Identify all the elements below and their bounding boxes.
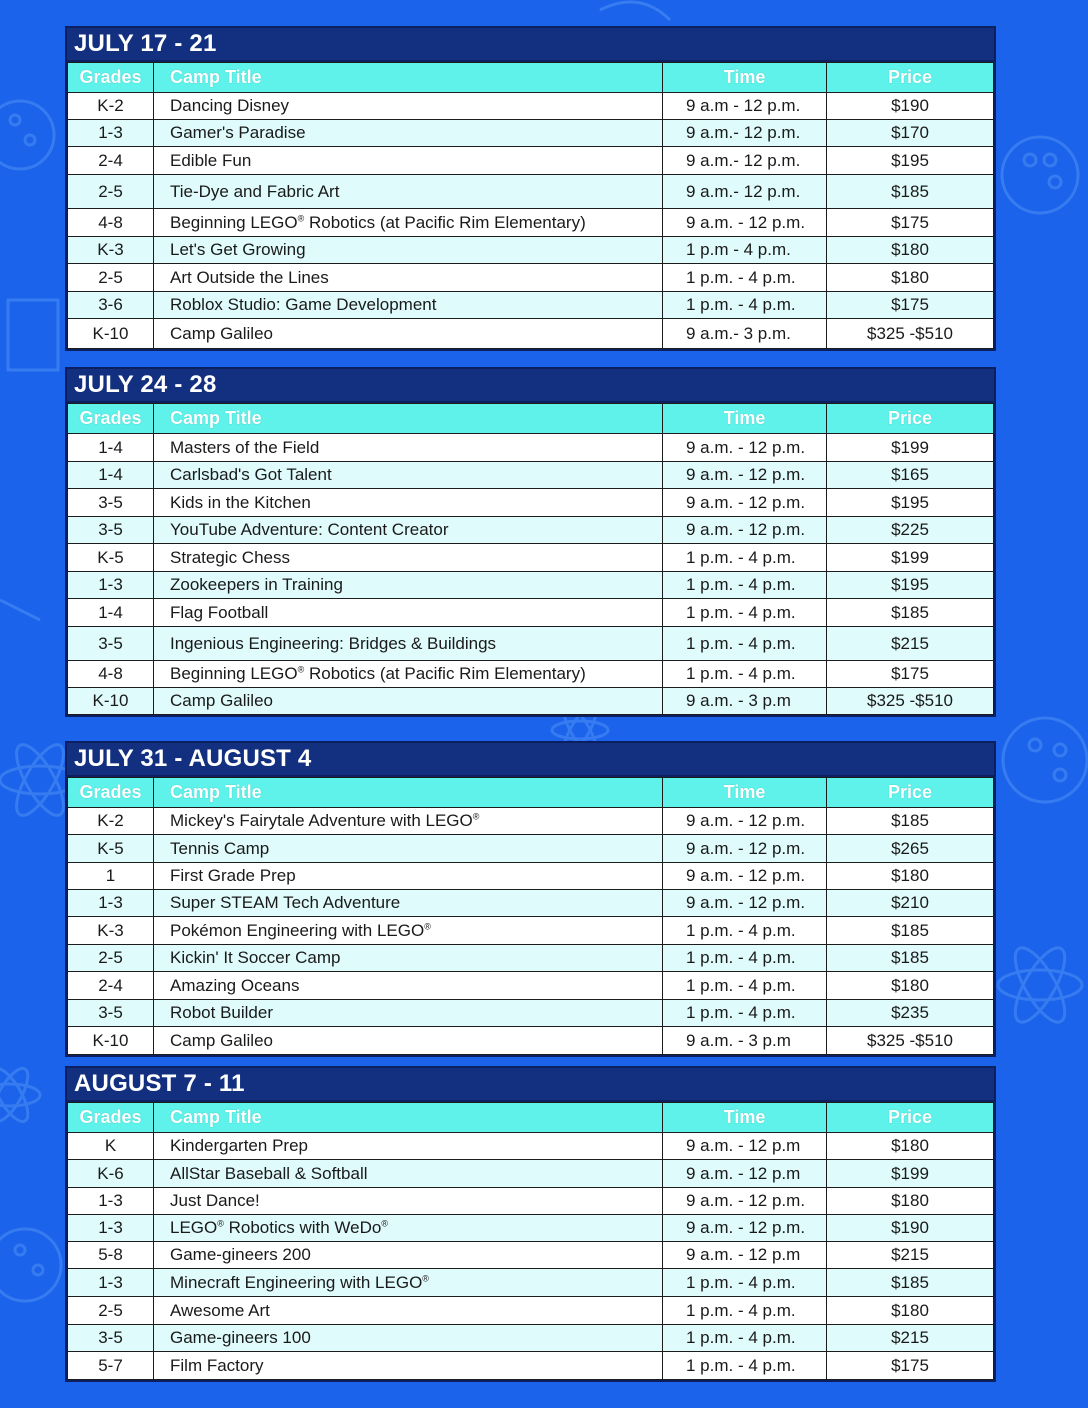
week-section-4 [65, 1066, 996, 1382]
camp-title-cell: Let's Get Growing [154, 237, 663, 264]
camp-title-cell: Mickey's Fairytale Adventure with LEGO® [154, 808, 663, 835]
grades-cell: K-5 [68, 835, 154, 863]
camp-title-cell: Strategic Chess [154, 544, 663, 572]
grades-cell: K-5 [68, 544, 154, 572]
time-cell: 9 a.m. - 12 p.m. [663, 434, 827, 462]
grades-cell: K-10 [68, 688, 154, 715]
price-cell: $215 [827, 1325, 994, 1352]
camp-title-cell: Flag Football [154, 599, 663, 627]
table-row [68, 972, 994, 1000]
price-cell: $180 [827, 1133, 994, 1160]
camp-title-cell: AllStar Baseball & Softball [154, 1160, 663, 1188]
price-cell: $170 [827, 120, 994, 147]
grades-cell: 2-5 [68, 264, 154, 292]
time-cell: 1 p.m. - 4 p.m. [663, 1325, 827, 1352]
camp-title-cell: Camp Galileo [154, 688, 663, 715]
grades-cell: 3-6 [68, 292, 154, 319]
table-row [68, 1000, 994, 1027]
curve-shape [600, 2, 670, 20]
camp-title-cell: First Grade Prep [154, 863, 663, 890]
grades-cell: 2-4 [68, 147, 154, 175]
camp-title-cell: Art Outside the Lines [154, 264, 663, 292]
grades-cell: 1-3 [68, 1269, 154, 1297]
time-cell: 9 a.m. - 12 p.m. [663, 863, 827, 890]
time-cell: 1 p.m. - 4 p.m. [663, 917, 827, 945]
table-row [68, 209, 994, 237]
header-price: Price [827, 404, 994, 434]
grades-cell: K-3 [68, 237, 154, 264]
price-cell: $325 -$510 [827, 688, 994, 715]
grades-cell: 1-4 [68, 462, 154, 489]
camp-title-cell: Zookeepers in Training [154, 572, 663, 599]
grades-cell: 1-3 [68, 890, 154, 917]
price-cell: $185 [827, 175, 994, 209]
camp-title-cell: Ingenious Engineering: Bridges & Buildings [154, 627, 663, 661]
time-cell: 1 p.m. - 4 p.m. [663, 544, 827, 572]
price-cell: $185 [827, 599, 994, 627]
price-cell: $180 [827, 1188, 994, 1215]
price-cell: $225 [827, 517, 994, 544]
time-cell: 9 a.m.- 12 p.m. [663, 175, 827, 209]
atom-icon [998, 941, 1082, 1029]
header-price: Price [827, 63, 994, 93]
time-cell: 1 p.m - 4 p.m. [663, 237, 827, 264]
grades-cell: 3-5 [68, 627, 154, 661]
table-row [68, 627, 994, 661]
time-cell: 1 p.m. - 4 p.m. [663, 1269, 827, 1297]
header-grades: Grades [68, 63, 154, 93]
table-row [68, 1269, 994, 1297]
time-cell: 9 a.m. - 12 p.m. [663, 489, 827, 517]
price-cell: $190 [827, 93, 994, 120]
grades-cell: 1-3 [68, 1215, 154, 1242]
price-cell: $235 [827, 1000, 994, 1027]
time-cell: 1 p.m. - 4 p.m. [663, 572, 827, 599]
price-cell: $199 [827, 1160, 994, 1188]
camp-title-cell: Super STEAM Tech Adventure [154, 890, 663, 917]
header-time: Time [663, 1103, 827, 1133]
price-cell: $215 [827, 1242, 994, 1269]
grades-cell: K-10 [68, 1027, 154, 1055]
price-cell: $175 [827, 1352, 994, 1380]
grades-cell: K-2 [68, 93, 154, 120]
time-cell: 1 p.m. - 4 p.m. [663, 945, 827, 972]
header-time: Time [663, 404, 827, 434]
table-row [68, 835, 994, 863]
camp-title-cell: Kindergarten Prep [154, 1133, 663, 1160]
table-row [68, 434, 994, 462]
camp-title-cell: Film Factory [154, 1352, 663, 1380]
price-cell: $195 [827, 572, 994, 599]
table-row [68, 688, 994, 715]
price-cell: $210 [827, 890, 994, 917]
time-cell: 9 a.m. - 12 p.m. [663, 890, 827, 917]
header-price: Price [827, 1103, 994, 1133]
time-cell: 9 a.m. - 12 p.m. [663, 808, 827, 835]
price-cell: $325 -$510 [827, 1027, 994, 1055]
table-row [68, 917, 994, 945]
price-cell: $175 [827, 209, 994, 237]
camp-table [67, 403, 994, 715]
camp-title-cell: Kickin' It Soccer Camp [154, 945, 663, 972]
price-cell: $199 [827, 434, 994, 462]
table-row [68, 175, 994, 209]
time-cell: 9 a.m. - 12 p.m. [663, 1215, 827, 1242]
price-cell: $180 [827, 237, 994, 264]
grades-cell: 4-8 [68, 209, 154, 237]
camp-title-cell: Kids in the Kitchen [154, 489, 663, 517]
header-camp-title: Camp Title [154, 1103, 663, 1133]
table-row [68, 147, 994, 175]
grades-cell: K-10 [68, 319, 154, 349]
camp-title-cell: YouTube Adventure: Content Creator [154, 517, 663, 544]
price-cell: $185 [827, 945, 994, 972]
atom-icon [0, 1064, 40, 1127]
price-cell: $180 [827, 863, 994, 890]
price-cell: $185 [827, 1269, 994, 1297]
grades-cell: K-3 [68, 917, 154, 945]
table-row [68, 1188, 994, 1215]
table-row [68, 1215, 994, 1242]
grades-cell: 1-3 [68, 1188, 154, 1215]
grades-cell: 1-4 [68, 434, 154, 462]
time-cell: 1 p.m. - 4 p.m. [663, 661, 827, 688]
price-cell: $175 [827, 292, 994, 319]
table-row [68, 808, 994, 835]
header-grades: Grades [68, 778, 154, 808]
table-row [68, 1325, 994, 1352]
price-cell: $175 [827, 661, 994, 688]
grades-cell: K-2 [68, 808, 154, 835]
price-cell: $180 [827, 264, 994, 292]
header-grades: Grades [68, 1103, 154, 1133]
grades-cell: 3-5 [68, 1000, 154, 1027]
price-cell: $190 [827, 1215, 994, 1242]
price-cell: $195 [827, 489, 994, 517]
price-cell: $180 [827, 972, 994, 1000]
grades-cell: 2-5 [68, 175, 154, 209]
header-time: Time [663, 63, 827, 93]
table-row [68, 237, 994, 264]
price-cell: $165 [827, 462, 994, 489]
table-row [68, 462, 994, 489]
price-cell: $215 [827, 627, 994, 661]
time-cell: 9 a.m. - 12 p.m. [663, 835, 827, 863]
grades-cell: 4-8 [68, 661, 154, 688]
camp-title-cell: Tennis Camp [154, 835, 663, 863]
camp-table [67, 777, 994, 1055]
price-cell: $325 -$510 [827, 319, 994, 349]
time-cell: 9 a.m. - 12 p.m. [663, 209, 827, 237]
grades-cell: 5-8 [68, 1242, 154, 1269]
table-row [68, 93, 994, 120]
time-cell: 1 p.m. - 4 p.m. [663, 292, 827, 319]
time-cell: 1 p.m. - 4 p.m. [663, 1352, 827, 1380]
grades-cell: 1 [68, 863, 154, 890]
price-cell: $185 [827, 808, 994, 835]
square-shape [8, 300, 58, 370]
camp-table [67, 62, 994, 349]
table-row [68, 599, 994, 627]
time-cell: 9 a.m.- 3 p.m. [663, 319, 827, 349]
grades-cell: 2-4 [68, 972, 154, 1000]
time-cell: 9 a.m. - 12 p.m [663, 1242, 827, 1269]
price-cell: $199 [827, 544, 994, 572]
camp-title-cell: Camp Galileo [154, 319, 663, 349]
table-row [68, 544, 994, 572]
grades-cell: 2-5 [68, 1297, 154, 1325]
camp-title-cell: Camp Galileo [154, 1027, 663, 1055]
line-shape [0, 600, 40, 620]
grades-cell: K [68, 1133, 154, 1160]
time-cell: 1 p.m. - 4 p.m. [663, 1297, 827, 1325]
header-grades: Grades [68, 404, 154, 434]
time-cell: 1 p.m. - 4 p.m. [663, 627, 827, 661]
palette-icon [1003, 718, 1087, 802]
camp-title-cell: Dancing Disney [154, 93, 663, 120]
table-row [68, 292, 994, 319]
camp-title-cell: Just Dance! [154, 1188, 663, 1215]
week-title: AUGUST 7 - 11 [67, 1068, 994, 1102]
table-row [68, 1160, 994, 1188]
grades-cell: 3-5 [68, 1325, 154, 1352]
price-cell: $195 [827, 147, 994, 175]
week-section-3 [65, 741, 996, 1057]
camp-title-cell: LEGO® Robotics with WeDo® [154, 1215, 663, 1242]
table-row [68, 1133, 994, 1160]
camp-title-cell: Gamer's Paradise [154, 120, 663, 147]
camp-title-cell: Pokémon Engineering with LEGO® [154, 917, 663, 945]
header-camp-title: Camp Title [154, 63, 663, 93]
camp-table [67, 1102, 994, 1380]
price-cell: $185 [827, 917, 994, 945]
week-title: JULY 17 - 21 [67, 28, 994, 62]
grades-cell: 1-3 [68, 120, 154, 147]
grades-cell: 5-7 [68, 1352, 154, 1380]
price-cell: $265 [827, 835, 994, 863]
time-cell: 9 a.m. - 12 p.m. [663, 517, 827, 544]
table-row [68, 890, 994, 917]
grades-cell: 1-3 [68, 572, 154, 599]
table-row [68, 1027, 994, 1055]
palette-icon [0, 1229, 61, 1301]
time-cell: 9 a.m. - 12 p.m [663, 1133, 827, 1160]
camp-title-cell: Beginning LEGO® Robotics (at Pacific Rim Elementary) [154, 209, 663, 237]
camp-title-cell: Awesome Art [154, 1297, 663, 1325]
grades-cell: 3-5 [68, 517, 154, 544]
grades-cell: 1-4 [68, 599, 154, 627]
time-cell: 1 p.m. - 4 p.m. [663, 1000, 827, 1027]
header-camp-title: Camp Title [154, 778, 663, 808]
price-cell: $180 [827, 1297, 994, 1325]
week-title: JULY 24 - 28 [67, 369, 994, 403]
camp-title-cell: Minecraft Engineering with LEGO® [154, 1269, 663, 1297]
header-price: Price [827, 778, 994, 808]
time-cell: 9 a.m.- 12 p.m. [663, 147, 827, 175]
camp-title-cell: Carlsbad's Got Talent [154, 462, 663, 489]
table-row [68, 489, 994, 517]
camp-title-cell: Game-gineers 100 [154, 1325, 663, 1352]
time-cell: 9 a.m. - 12 p.m [663, 1160, 827, 1188]
table-row [68, 1352, 994, 1380]
time-cell: 9 a.m.- 12 p.m. [663, 120, 827, 147]
time-cell: 9 a.m. - 3 p.m [663, 1027, 827, 1055]
week-title: JULY 31 - AUGUST 4 [67, 743, 994, 777]
time-cell: 9 a.m. - 3 p.m [663, 688, 827, 715]
table-row [68, 264, 994, 292]
table-row [68, 517, 994, 544]
palette-icon [1002, 137, 1078, 213]
table-row [68, 120, 994, 147]
grades-cell: 3-5 [68, 489, 154, 517]
camp-title-cell: Game-gineers 200 [154, 1242, 663, 1269]
camp-title-cell: Edible Fun [154, 147, 663, 175]
table-row [68, 661, 994, 688]
table-row [68, 1242, 994, 1269]
header-camp-title: Camp Title [154, 404, 663, 434]
table-row [68, 1297, 994, 1325]
grades-cell: K-6 [68, 1160, 154, 1188]
time-cell: 9 a.m - 12 p.m. [663, 93, 827, 120]
table-row [68, 945, 994, 972]
time-cell: 1 p.m. - 4 p.m. [663, 972, 827, 1000]
camp-title-cell: Masters of the Field [154, 434, 663, 462]
grades-cell: 2-5 [68, 945, 154, 972]
time-cell: 1 p.m. - 4 p.m. [663, 264, 827, 292]
week-section-2 [65, 367, 996, 717]
table-row [68, 572, 994, 599]
table-row [68, 863, 994, 890]
camp-title-cell: Roblox Studio: Game Development [154, 292, 663, 319]
camp-title-cell: Robot Builder [154, 1000, 663, 1027]
camp-title-cell: Amazing Oceans [154, 972, 663, 1000]
week-section-1 [65, 26, 996, 351]
palette-icon [0, 101, 54, 169]
table-row [68, 319, 994, 349]
time-cell: 9 a.m. - 12 p.m. [663, 462, 827, 489]
time-cell: 9 a.m. - 12 p.m. [663, 1188, 827, 1215]
camp-title-cell: Tie-Dye and Fabric Art [154, 175, 663, 209]
time-cell: 1 p.m. - 4 p.m. [663, 599, 827, 627]
header-time: Time [663, 778, 827, 808]
camp-title-cell: Beginning LEGO® Robotics (at Pacific Rim Elementary) [154, 661, 663, 688]
